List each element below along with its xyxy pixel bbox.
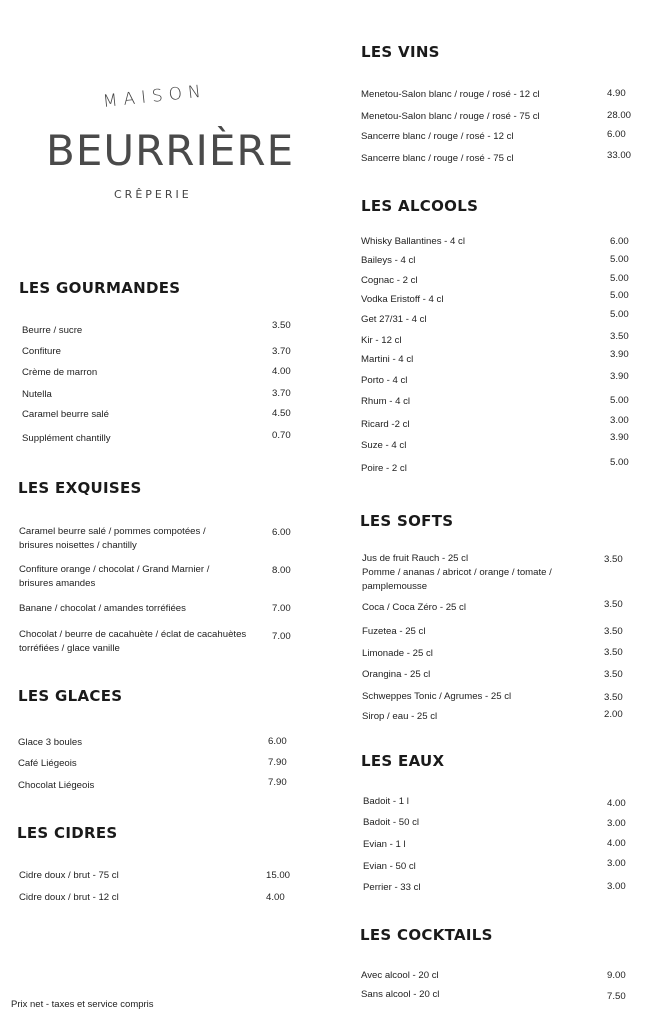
menu-item-name: Evian - 1 l [363,839,406,850]
menu-item-name: Glace 3 boules [18,737,82,748]
section-title-cocktails: LES COCKTAILS [360,926,493,944]
menu-item-name: Crème de marron [22,367,98,378]
menu-item-price: 6.00 [272,527,291,538]
menu-item-price: 3.90 [610,432,629,443]
menu-item-name: Sancerre blanc / rouge / rosé - 12 cl [361,131,514,142]
menu-item-name: Poire - 2 cl [361,463,407,474]
menu-item-name: Banane / chocolat / amandes torréfiées [19,603,186,614]
menu-item-price: 3.90 [610,371,629,382]
menu-item-price: 3.70 [272,346,291,357]
menu-item-price: 3.50 [604,626,623,637]
menu-item-price: 3.90 [610,349,629,360]
menu-item-price: 3.50 [604,554,623,565]
menu-item-price: 4.00 [266,892,285,903]
menu-item-price: 3.50 [604,692,623,703]
menu-item-price: 4.00 [272,366,291,377]
menu-item-name: Schweppes Tonic / Agrumes - 25 cl [362,691,512,702]
menu-item-name: Cognac - 2 cl [361,275,418,286]
menu-item-price: 3.50 [604,647,623,658]
section-title-cidres: LES CIDRES [17,824,118,842]
menu-item-price: 28.00 [607,110,632,121]
menu-item-price: 5.00 [610,395,629,406]
menu-item-name: Badoit - 50 cl [363,817,419,828]
menu-item-price: 7.50 [607,991,626,1002]
menu-item-price: 3.00 [607,818,626,829]
section-title-exquises: LES EXQUISES [18,479,142,497]
menu-item-name: Kir - 12 cl [361,335,402,346]
menu-item-name: Coca / Coca Zéro - 25 cl [362,602,466,613]
menu-item-price: 0.70 [272,430,291,441]
menu-item-name: Chocolat Liégeois [18,780,95,791]
menu-item-name: Orangina - 25 cl [362,669,431,680]
menu-item-price: 4.90 [607,88,626,99]
menu-item-name: Sancerre blanc / rouge / rosé - 75 cl [361,153,514,164]
menu-item-name: Get 27/31 - 4 cl [361,314,427,325]
section-title-eaux: LES EAUX [361,752,445,770]
menu-item-name: Caramel beurre salé [22,409,109,420]
menu-item-name: Sirop / eau - 25 cl [362,711,438,722]
menu-item-name: Limonade - 25 cl [362,648,433,659]
logo-maison: MAISON [101,81,208,112]
menu-item-name: Confiture [22,346,61,357]
menu-item-price: 7.90 [268,777,287,788]
menu-item-price: 7.00 [272,631,291,642]
menu-item-price: 3.70 [272,388,291,399]
menu-item-price: 3.50 [272,320,291,331]
menu-item-name: Nutella [22,389,52,400]
menu-item-name: Cidre doux / brut - 75 cl [19,870,119,881]
menu-item-price: 33.00 [607,150,632,161]
menu-item-price: 6.00 [607,129,626,140]
menu-item-name: Menetou-Salon blanc / rouge / rosé - 12 cl [361,89,540,100]
logo-title: BEURRIÈRE [46,126,295,175]
menu-item-name: Suze - 4 cl [361,440,407,451]
menu-item-price: 7.00 [272,603,291,614]
section-title-alcools: LES ALCOOLS [361,197,479,215]
menu-item-price: 7.90 [268,757,287,768]
menu-item-price: 5.00 [610,273,629,284]
section-title-glaces: LES GLACES [18,687,123,705]
menu-item-price: 5.00 [610,254,629,265]
menu-item-name: Cidre doux / brut - 12 cl [19,892,119,903]
menu-item-price: 3.50 [604,599,623,610]
menu-item-name: Menetou-Salon blanc / rouge / rosé - 75 cl [361,111,540,122]
menu-item-price: 5.00 [610,309,629,320]
menu-item-name: Badoit - 1 l [363,796,409,807]
menu-item-name: Chocolat / beurre de cacahuète / éclat de cacahuètes torréfiées / glace vanille [19,629,247,654]
menu-item-price: 5.00 [610,290,629,301]
menu-item-name: Porto - 4 cl [361,375,408,386]
menu-item-price: 4.00 [607,838,626,849]
menu-item-name: Baileys - 4 cl [361,255,416,266]
menu-item-name: Caramel beurre salé / pommes compotées / brisures noisettes / chantilly [19,526,206,551]
menu-item-name: Whisky Ballantines - 4 cl [361,236,465,247]
menu-item-price: 3.50 [610,331,629,342]
menu-item-name: Martini - 4 cl [361,354,414,365]
menu-item-price: 15.00 [266,870,291,881]
menu-item-price: 6.00 [610,236,629,247]
section-title-softs: LES SOFTS [360,512,454,530]
menu-item-price: 3.00 [607,881,626,892]
menu-item-name: Jus de fruit Rauch - 25 cl Pomme / ananas / abricot / orange / tomate / pamplemousse [362,553,552,592]
logo-subtitle: CRÊPERIE [114,188,192,201]
section-title-vins: LES VINS [361,43,440,61]
menu-item-name: Vodka Eristoff - 4 cl [361,294,444,305]
menu-item-price: 3.00 [610,415,629,426]
menu-item-price: 9.00 [607,970,626,981]
menu-item-name: Fuzetea - 25 cl [362,626,426,637]
menu-item-name: Café Liégeois [18,758,77,769]
menu-item-name: Supplément chantilly [22,433,111,444]
menu-item-name: Perrier - 33 cl [363,882,421,893]
section-title-gourmandes: LES GOURMANDES [19,279,181,297]
menu-item-name: Rhum - 4 cl [361,396,411,407]
menu-item-name: Avec alcool - 20 cl [361,970,439,981]
menu-item-name: Sans alcool - 20 cl [361,989,440,1000]
menu-item-name: Beurre / sucre [22,325,83,336]
menu-item-price: 4.00 [607,798,626,809]
footer-note: Prix net - taxes et service compris [11,999,154,1010]
menu-item-price: 2.00 [604,709,623,720]
menu-item-price: 4.50 [272,408,291,419]
menu-item-price: 3.50 [604,669,623,680]
menu-item-price: 8.00 [272,565,291,576]
menu-item-name: Confiture orange / chocolat / Grand Marnier / brisures amandes [19,564,210,589]
menu-item-name: Evian - 50 cl [363,861,416,872]
menu-item-price: 3.00 [607,858,626,869]
menu-item-price: 6.00 [268,736,287,747]
menu-item-price: 5.00 [610,457,629,468]
menu-item-name: Ricard -2 cl [361,419,410,430]
